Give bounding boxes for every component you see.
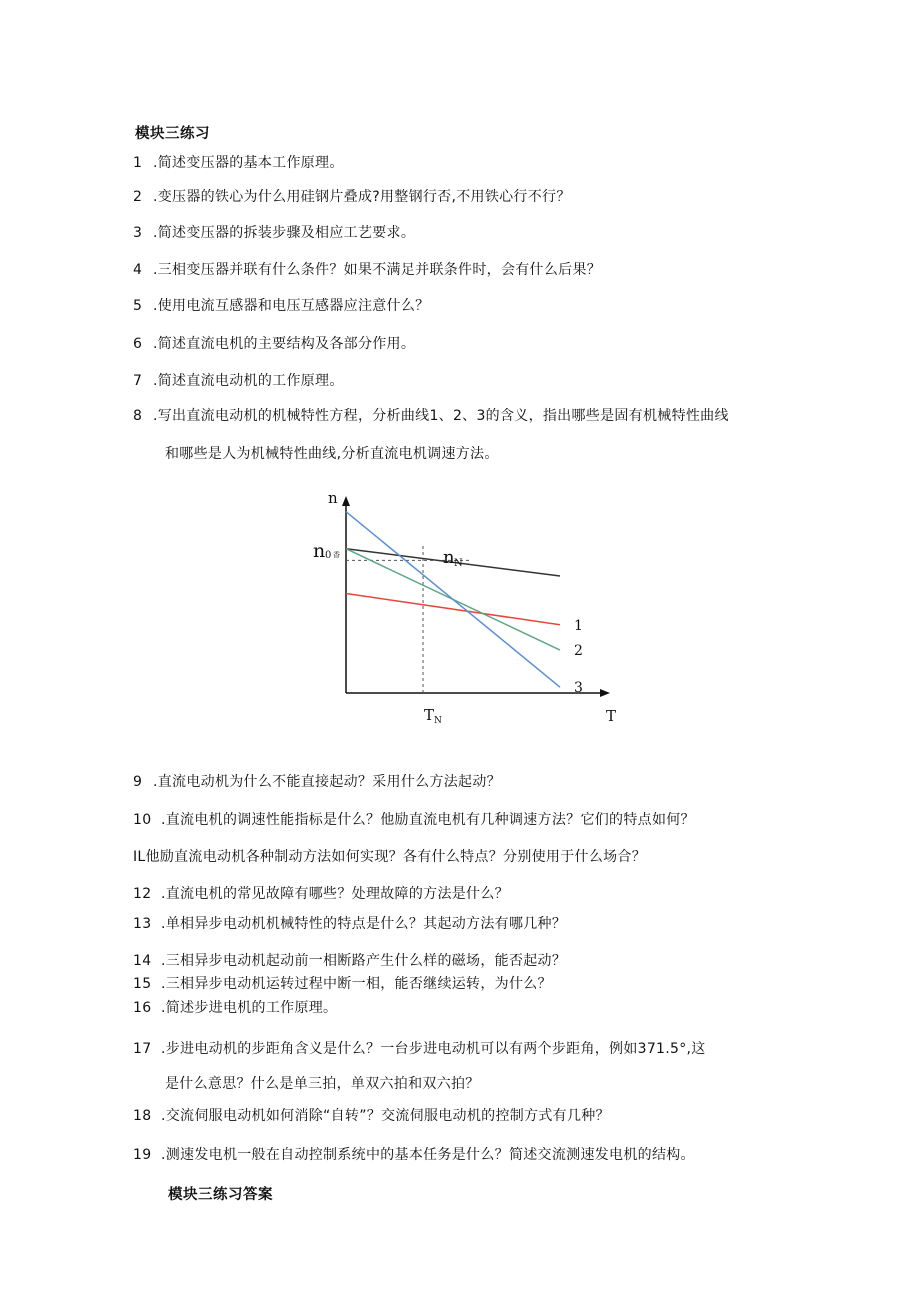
question-text: .简述直流电动机的工作原理。 [153,373,344,389]
question-item [133,973,552,993]
question-continuation: 是什么意思？什么是单三拍，单双六拍和双六拍？ [165,1076,480,1092]
question-number: 19 [133,1147,152,1163]
question-text: .直流电机的常见故障有哪些？处理故障的方法是什么？ [161,886,509,902]
question-number: 7 [133,373,143,389]
question-number: 8 [133,408,143,424]
question-text: .简述变压器的基本工作原理。 [153,155,344,171]
question-item [133,883,509,903]
question-item [133,222,415,242]
question-number: 15 [133,976,152,992]
question-text: .简述变压器的拆装步骤及相应工艺要求。 [153,225,416,241]
question-text: .使用电流互感器和电压互感器应注意什么？ [153,298,430,314]
question-text: .简述步进电机的工作原理。 [161,1000,338,1016]
question-text: .单相异步电动机机械特性的特点是什么？其起动方法有哪几种？ [161,916,567,932]
x-axis-arrow [600,689,610,697]
tn-subscript: N [434,716,442,726]
nn-subscript: N [454,558,463,569]
question-number: 3 [133,225,143,241]
question-item [133,259,601,279]
question-text: .写出直流电动机的机械特性方程，分析曲线1、2、3的含义，指出哪些是固有机械特性曲线 [153,408,729,424]
question-item [133,186,571,206]
n0-subscript-extra: 香 [333,551,340,559]
series-line-3 [346,512,560,688]
question-text: .三相异步电动机运转过程中断一相，能否继续运转，为什么？ [161,976,552,992]
question-text: .简述直流电机的主要结构及各部分作用。 [153,336,416,352]
question-item [133,1038,706,1058]
question-text: .交流伺服电动机如何消除“自转”？交流伺服电动机的控制方式有几种？ [161,1108,610,1124]
question-number: 5 [133,298,143,314]
question-item [133,771,501,791]
question-number: 17 [133,1041,152,1057]
question-item [133,333,415,353]
question-item [133,405,729,425]
page-heading: 模块三练习 [135,126,210,142]
question-item [133,370,344,390]
nn-label: n [443,547,455,568]
question-text: .变压器的铁心为什么用硅钢片叠成?用整钢行否,不用铁心行不行？ [153,189,571,205]
series-line-1 [346,594,560,625]
question-text: .直流电机的调速性能指标是什么？他励直流电机有几种调速方法？它们的特点如何？ [161,812,695,828]
question-text: .三相异步电动机起动前一相断路产生什么样的磁场，能否起动？ [161,953,567,969]
series-label-1: 1 [574,617,583,634]
question-number: 9 [133,774,143,790]
question-number: 4 [133,262,143,278]
question-text: .测速发电机一般在自动控制系统中的基本任务是什么？简述交流测速发电机的结构。 [161,1147,695,1163]
question-number: 6 [133,336,143,352]
question-item [133,1105,610,1125]
y-axis-arrow [342,496,350,506]
question-text: IL他励直流电动机各种制动方法如何实现？各有什么特点？分别使用于什么场合？ [133,849,647,865]
x-axis-label: T [606,707,617,725]
question-number: 14 [133,953,152,969]
question-item [133,997,337,1017]
question-text: .三相变压器并联有什么条件？如果不满足并联条件时，会有什么后果？ [153,262,602,278]
question-number: 2 [133,189,143,205]
question-number: 16 [133,1000,152,1016]
question-number: 1 [133,155,143,171]
question-item [133,809,695,829]
question-item [133,950,566,970]
n0-subscript: 0 [325,550,332,561]
question-item [133,152,344,172]
series-label-3: 3 [574,680,583,697]
question-number: 13 [133,916,152,932]
question-number: 12 [133,886,152,902]
mechanical-characteristic-chart [300,488,630,733]
question-item [133,295,429,315]
question-item [133,913,566,933]
n0-label: n [313,540,326,562]
answer-heading: 模块三练习答案 [168,1187,273,1203]
question-item [133,1144,695,1164]
question-text: .步进电动机的步距角含义是什么？一台步进电动机可以有两个步距角，例如371.5°,这 [161,1041,706,1057]
question-text: .直流电动机为什么不能直接起动？采用什么方法起动？ [153,774,501,790]
y-axis-label: n [328,489,338,507]
series-label-2: 2 [574,643,583,660]
question-continuation: 和哪些是人为机械特性曲线,分析直流电机调速方法。 [165,446,499,462]
question-item [133,846,646,866]
question-number: 10 [133,812,152,828]
question-number: 18 [133,1108,152,1124]
tn-label: T [424,706,435,724]
